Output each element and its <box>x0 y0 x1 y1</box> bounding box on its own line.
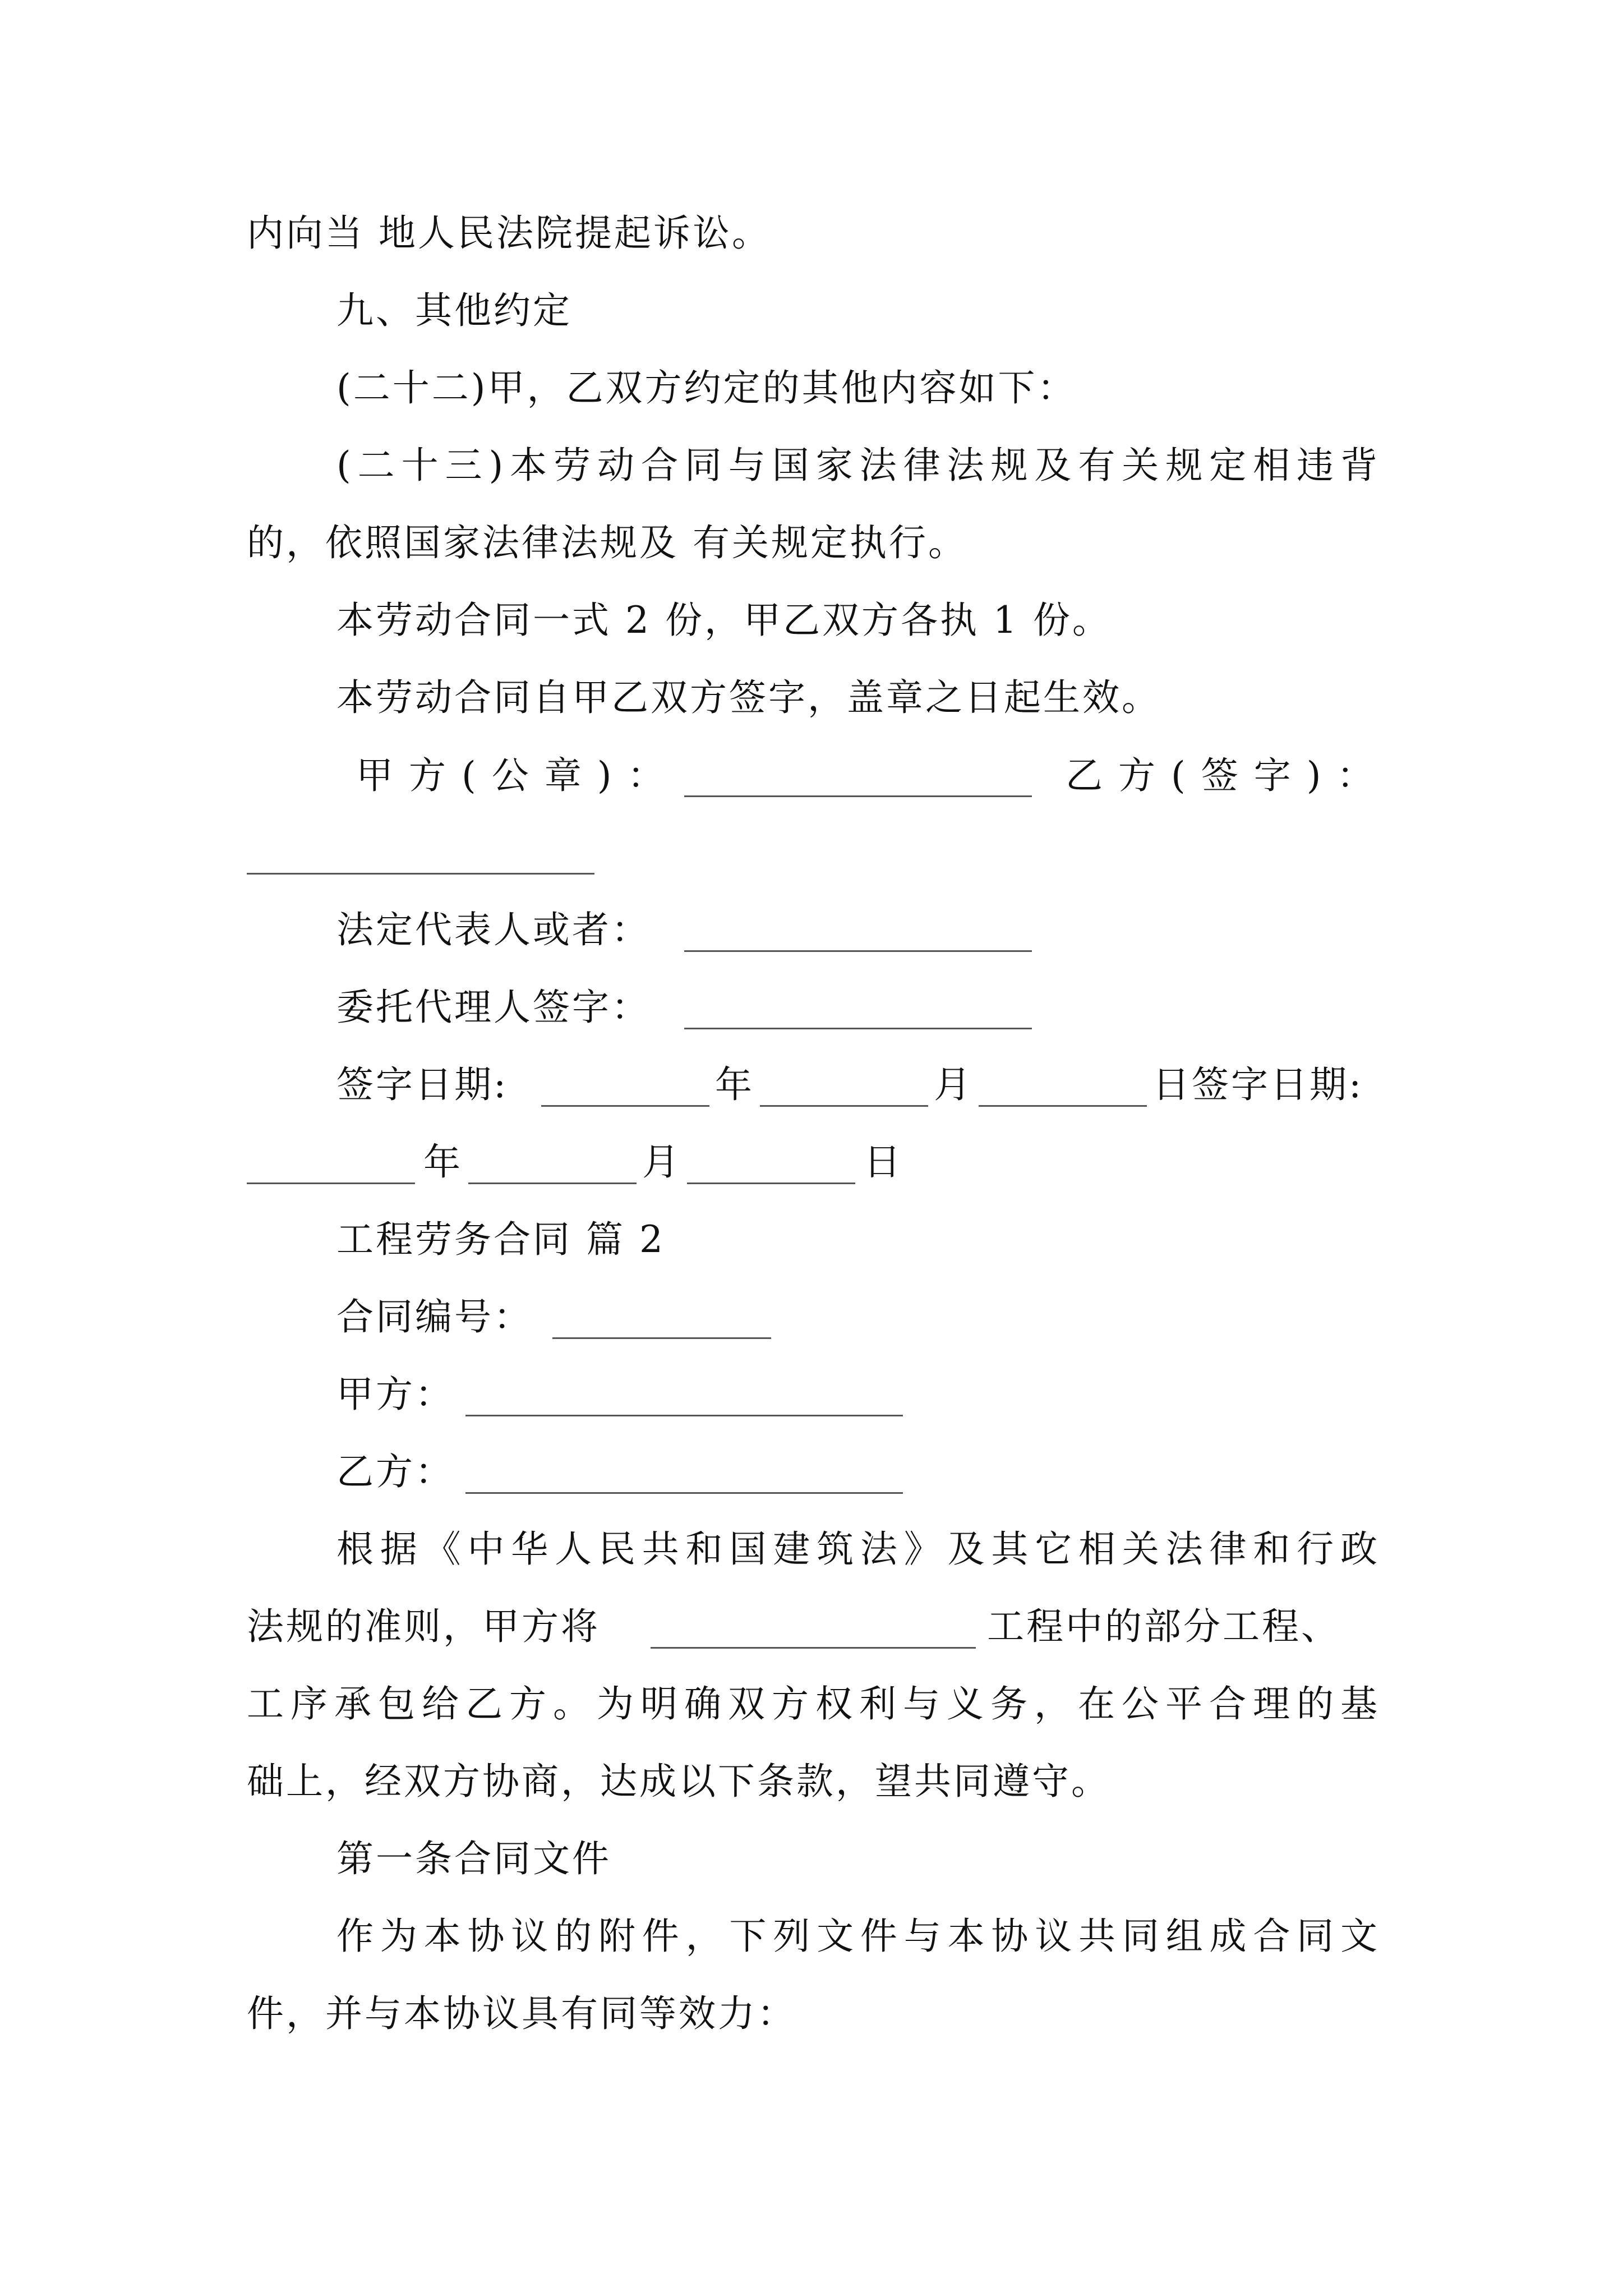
article-heading: 第一条合同文件 <box>336 1837 611 1880</box>
day-blank-2[interactable] <box>687 1182 855 1184</box>
text-line: 的，依照国家法律法规及 有关规定执行。 <box>247 521 967 564</box>
month-label: 月 <box>934 1063 973 1106</box>
party-a-blank[interactable] <box>465 1415 903 1416</box>
party-b-sign-label: 乙方(签字)： <box>1066 754 1390 797</box>
text-line: 本劳动合同一式 2 份，甲乙双方各执 1 份。 <box>336 599 1112 642</box>
party-b-sign-blank[interactable] <box>247 873 594 875</box>
month-blank[interactable] <box>760 1105 928 1107</box>
section-heading: 九、其他约定 <box>336 289 572 332</box>
text-line: 础上，经双方协商，达成以下条款，望共同遵守。 <box>247 1760 1110 1803</box>
sign-date-label: 签字日期: <box>336 1063 509 1106</box>
month-blank-2[interactable] <box>468 1182 637 1184</box>
year-label-2: 年 <box>423 1140 463 1184</box>
agent-sign-blank[interactable] <box>684 1028 1032 1029</box>
text-line: 作为本协议的附件，下列文件与本协议共同组成合同文 <box>336 1915 1380 1958</box>
text-line: 件，并与本协议具有同等效力： <box>247 1992 796 2035</box>
contract-no-blank[interactable] <box>552 1337 771 1339</box>
party-b-blank[interactable] <box>465 1492 903 1494</box>
project-name-blank[interactable] <box>651 1647 976 1649</box>
year-blank[interactable] <box>541 1105 709 1107</box>
day-sign-date-label: 日签字日期: <box>1152 1063 1364 1106</box>
text-line: 工程中的部分工程、 <box>987 1605 1340 1648</box>
text-line: 法规的准则，甲方将 <box>247 1605 600 1648</box>
text-line: 内向当 地人民法院提起诉讼。 <box>247 211 771 255</box>
agent-sign-label: 委托代理人签字： <box>336 986 651 1029</box>
text-line: (二十二)甲，乙双方约定的其他内容如下： <box>336 366 1077 409</box>
text-line: 根据《中华人民共和国建筑法》及其它相关法律和行政 <box>336 1527 1380 1571</box>
day-blank[interactable] <box>979 1105 1147 1107</box>
text-line: 工序承包给乙方。为明确双方权利与义务，在公平合理的基 <box>247 1682 1380 1726</box>
party-a-label: 甲方： <box>336 1373 454 1416</box>
section-title: 工程劳务合同 篇 2 <box>336 1218 665 1261</box>
text-line: 本劳动合同自甲乙双方签字，盖章之日起生效。 <box>336 676 1161 719</box>
year-label: 年 <box>715 1063 754 1106</box>
month-label-2: 月 <box>642 1140 681 1184</box>
party-a-seal-blank[interactable] <box>684 795 1032 797</box>
legal-rep-label: 法定代表人或者： <box>336 908 651 951</box>
party-a-seal-label: 甲方(公章)： <box>356 754 680 797</box>
party-b-label: 乙方： <box>336 1450 454 1493</box>
legal-rep-blank[interactable] <box>684 950 1032 952</box>
text-line: (二十三)本劳动合同与国家法律法规及有关规定相违背 <box>336 444 1380 487</box>
year-blank-2[interactable] <box>247 1182 415 1184</box>
day-label-2: 日 <box>864 1140 903 1184</box>
contract-no-label: 合同编号： <box>336 1295 533 1338</box>
